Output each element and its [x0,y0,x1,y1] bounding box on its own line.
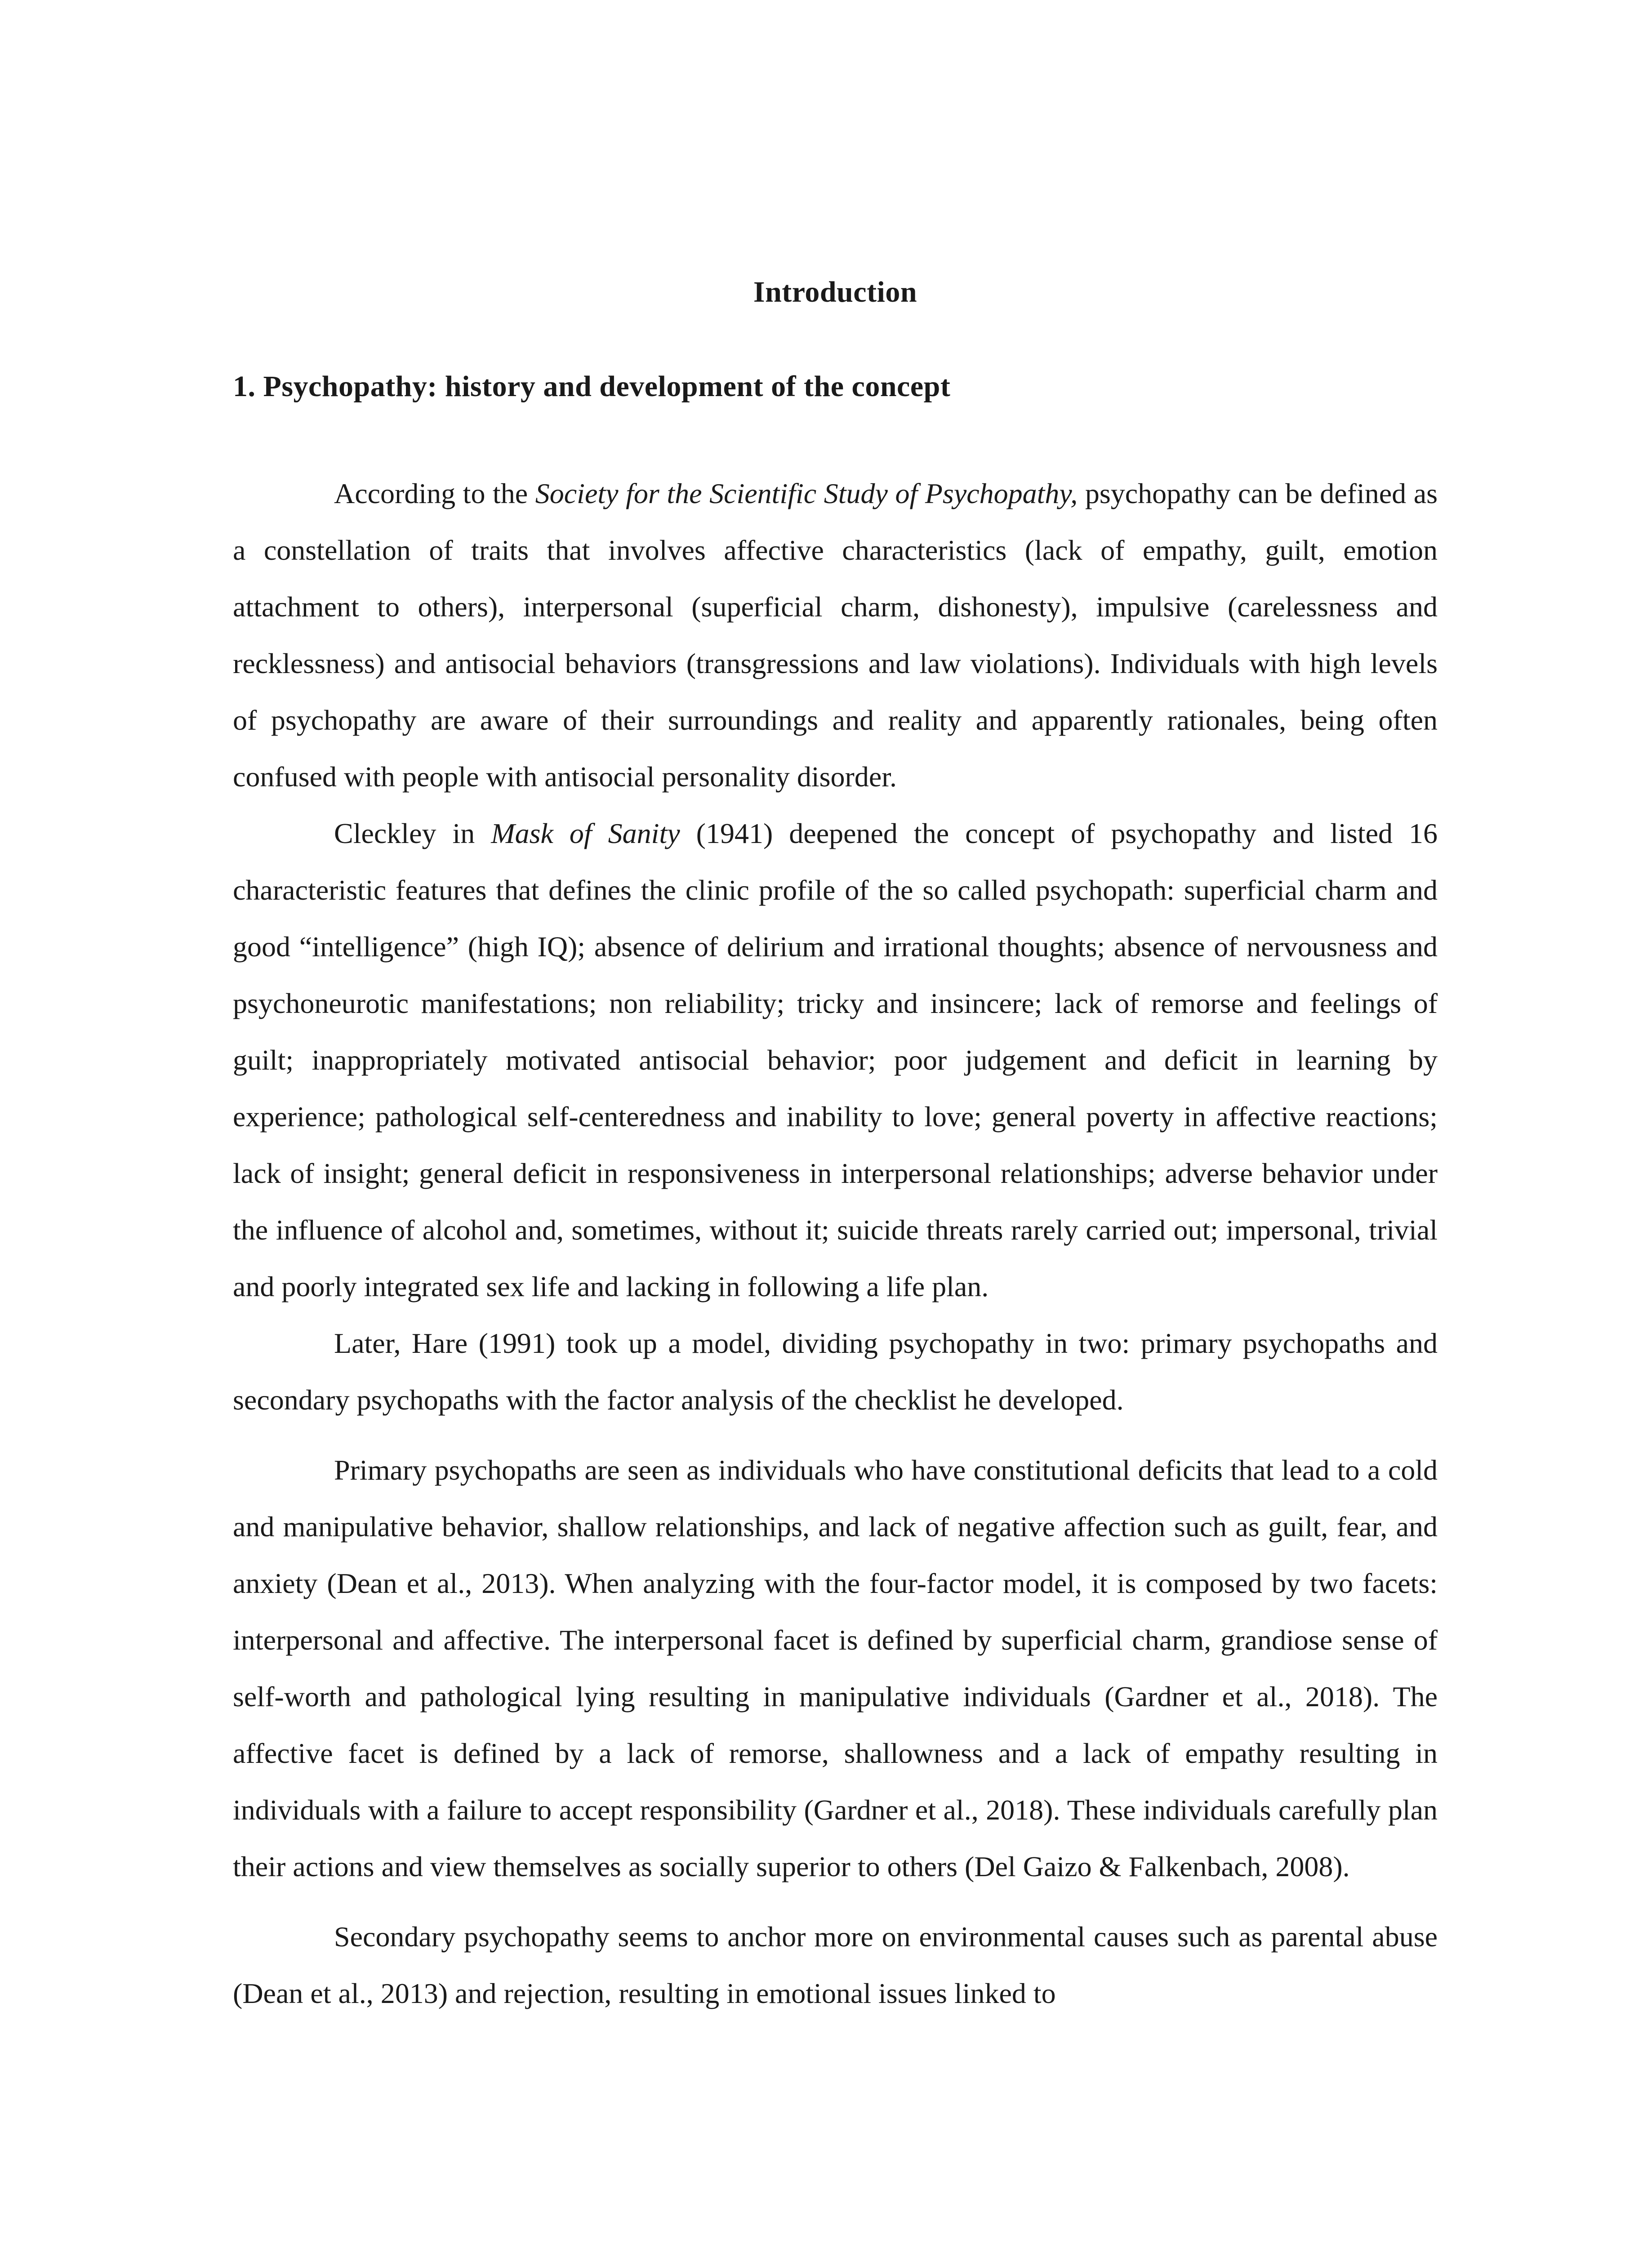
paragraph-2-italic: Mask of Sanity [491,817,680,849]
paragraph-5: Secondary psychopathy seems to anchor more on environmental causes such as parental abuse (Dean et al., 2013) and rejection, resulting in emotional issues linked to [233,1921,1438,2009]
document-title: Introduction [753,276,917,308]
paragraph-2 [233,805,1438,1315]
paragraph-2-text-a: Cleckley in [334,817,491,849]
paragraph-1-text-a: According to the [334,477,535,509]
paragraph-2-text-b: (1941) deepened the concept of psychopathy and listed 16 characteristic features that defines the clinic profile of the so called psychopath: superficial charm and good “intelligence” (high IQ); absence of delirium and irrational thoughts; absence of nervousness and psychoneurotic manifestations; non reliability; tricky and insincere; lack of remorse and feelings of guilt; inappropriately motivated antisocial behavior; poor judgement and deficit in learning by experience; pathological self-centeredness and inability to love; general poverty in affective reactions; lack of insight; general deficit in responsiveness in interpersonal relationships; adverse behavior under the influence of alcohol and, sometimes, without it; suicide threats rarely carried out; impersonal, trivial and poorly integrated sex life and lacking in following a life plan. [233,817,1438,1302]
paragraph-4: Primary psychopaths are seen as individuals who have constitutional deficits that lead to a cold and manipulative behavior, shallow relationships, and lack of negative affection such as guilt, fear, and anxiety (Dean et al., 2013). When analyzing with the four-factor model, it is composed by two facets: interpersonal and affective. The interpersonal facet is defined by superficial charm, grandiose sense of self-worth and pathological lying resulting in manipulative individuals (Gardner et al., 2018). The affective facet is defined by a lack of remorse, shallowness and a lack of empathy resulting in individuals with a failure to accept responsibility (Gardner et al., 2018). These individuals carefully plan their actions and view themselves as socially superior to others (Del Gaizo & Falkenbach, 2008). [233,1454,1438,1882]
document-content [233,270,1438,2022]
paragraph-1-italic: Society for the Scientific Study of Psychopathy, [535,477,1078,509]
paragraph-3: Later, Hare (1991) took up a model, dividing psychopathy in two: primary psychopaths and secondary psychopaths with the factor analysis of the checklist he developed. [233,1327,1438,1416]
paragraph-1-text-b: psychopathy can be defined as a constellation of traits that involves affective characteristics (lack of empathy, guilt, emotion attachment to others), interpersonal (superficial charm, dishonesty), impulsive (carelessness and recklessness) and antisocial behaviors (transgressions and law violations). Individuals with high levels of psychopathy are aware of their surroundings and reality and apparently rationales, being often confused with people with antisocial personality disorder. [233,477,1438,793]
paragraph-1 [233,465,1438,805]
section-heading: 1. Psychopathy: history and development of the concept [233,370,951,403]
body-text [233,465,1438,2022]
